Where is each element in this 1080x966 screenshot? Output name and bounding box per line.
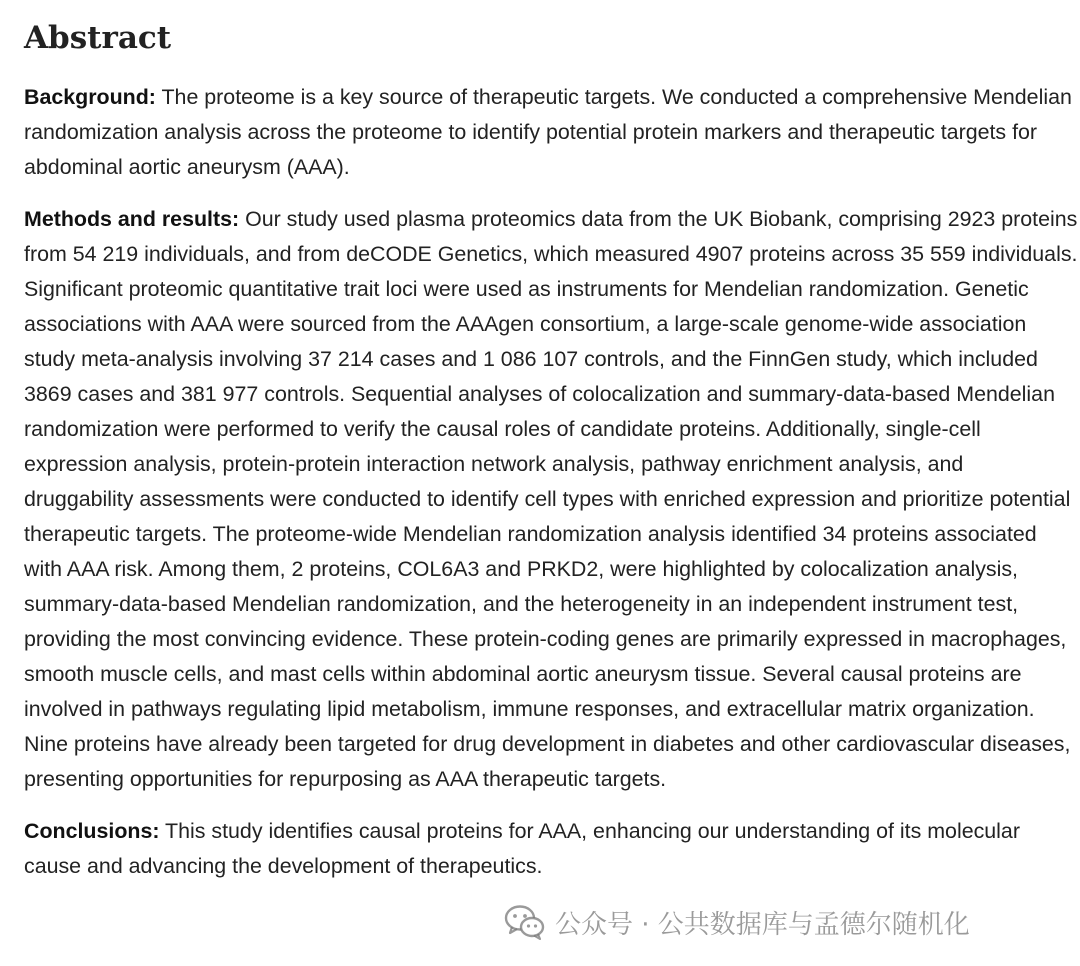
methods-results-paragraph bbox=[24, 202, 1078, 797]
conclusions-paragraph bbox=[24, 814, 1078, 884]
watermark-text: 公众号 · 公共数据库与孟德尔随机化 bbox=[555, 909, 970, 940]
background-text: The proteome is a key source of therapeutic targets. We conducted a comprehensive Mendelian randomization analysis across the proteome to identify potential protein markers and therapeutic targets for abdominal aortic aneurysm (AAA). bbox=[24, 85, 1072, 179]
methods-results-text: Our study used plasma proteomics data from the UK Biobank, comprising 2923 proteins from 54 219 individuals, and from deCODE Genetics, which measured 4907 proteins across 35 559 individuals. Significant proteomic quantitative trait loci were used as instruments for Mendelian randomization. Genetic associations with AAA were sourced from the AAAgen consortium, a large-scale genome-wide association study meta-analysis involving 37 214 cases and 1 086 107 controls, and the FinnGen study, which included 3869 cases and 381 977 controls. Sequential analyses of colocalization and summary-data-based Mendelian randomization were performed to verify the causal roles of candidate proteins. Additionally, single-cell expression analysis, protein-protein interaction network analysis, pathway enrichment analysis, and druggability assessments were conducted to identify cell types with enriched expression and prioritize potential therapeutic targets. The proteome-wide Mendelian randomization analysis identified 34 proteins associated with AAA risk. Among them, 2 proteins, COL6A3 and PRKD2, were highlighted by colocalization analysis, summary-data-based Mendelian randomization, and the heterogeneity in an independent instrument test, providing the most convincing evidence. These protein-coding genes are primarily expressed in macrophages, smooth muscle cells, and mast cells within abdominal aortic aneurysm tissue. Several causal proteins are involved in pathways regulating lipid metabolism, immune responses, and extracellular matrix organization. Nine proteins have already been targeted for drug development in diabetes and other cardiovascular diseases, presenting opportunities for repurposing as AAA therapeutic targets. bbox=[24, 207, 1078, 791]
conclusions-text: This study identifies causal proteins for AAA, enhancing our understanding of its molecular cause and advancing the development of therapeutics. bbox=[24, 819, 1020, 878]
background-paragraph bbox=[24, 80, 1078, 185]
wechat-watermark bbox=[503, 900, 970, 944]
conclusions-label: Conclusions: bbox=[24, 819, 160, 843]
abstract-section bbox=[24, 18, 1078, 901]
background-label: Background: bbox=[24, 85, 156, 109]
wechat-icon bbox=[503, 902, 547, 942]
abstract-heading: Abstract bbox=[24, 20, 172, 56]
methods-results-label: Methods and results: bbox=[24, 207, 240, 231]
